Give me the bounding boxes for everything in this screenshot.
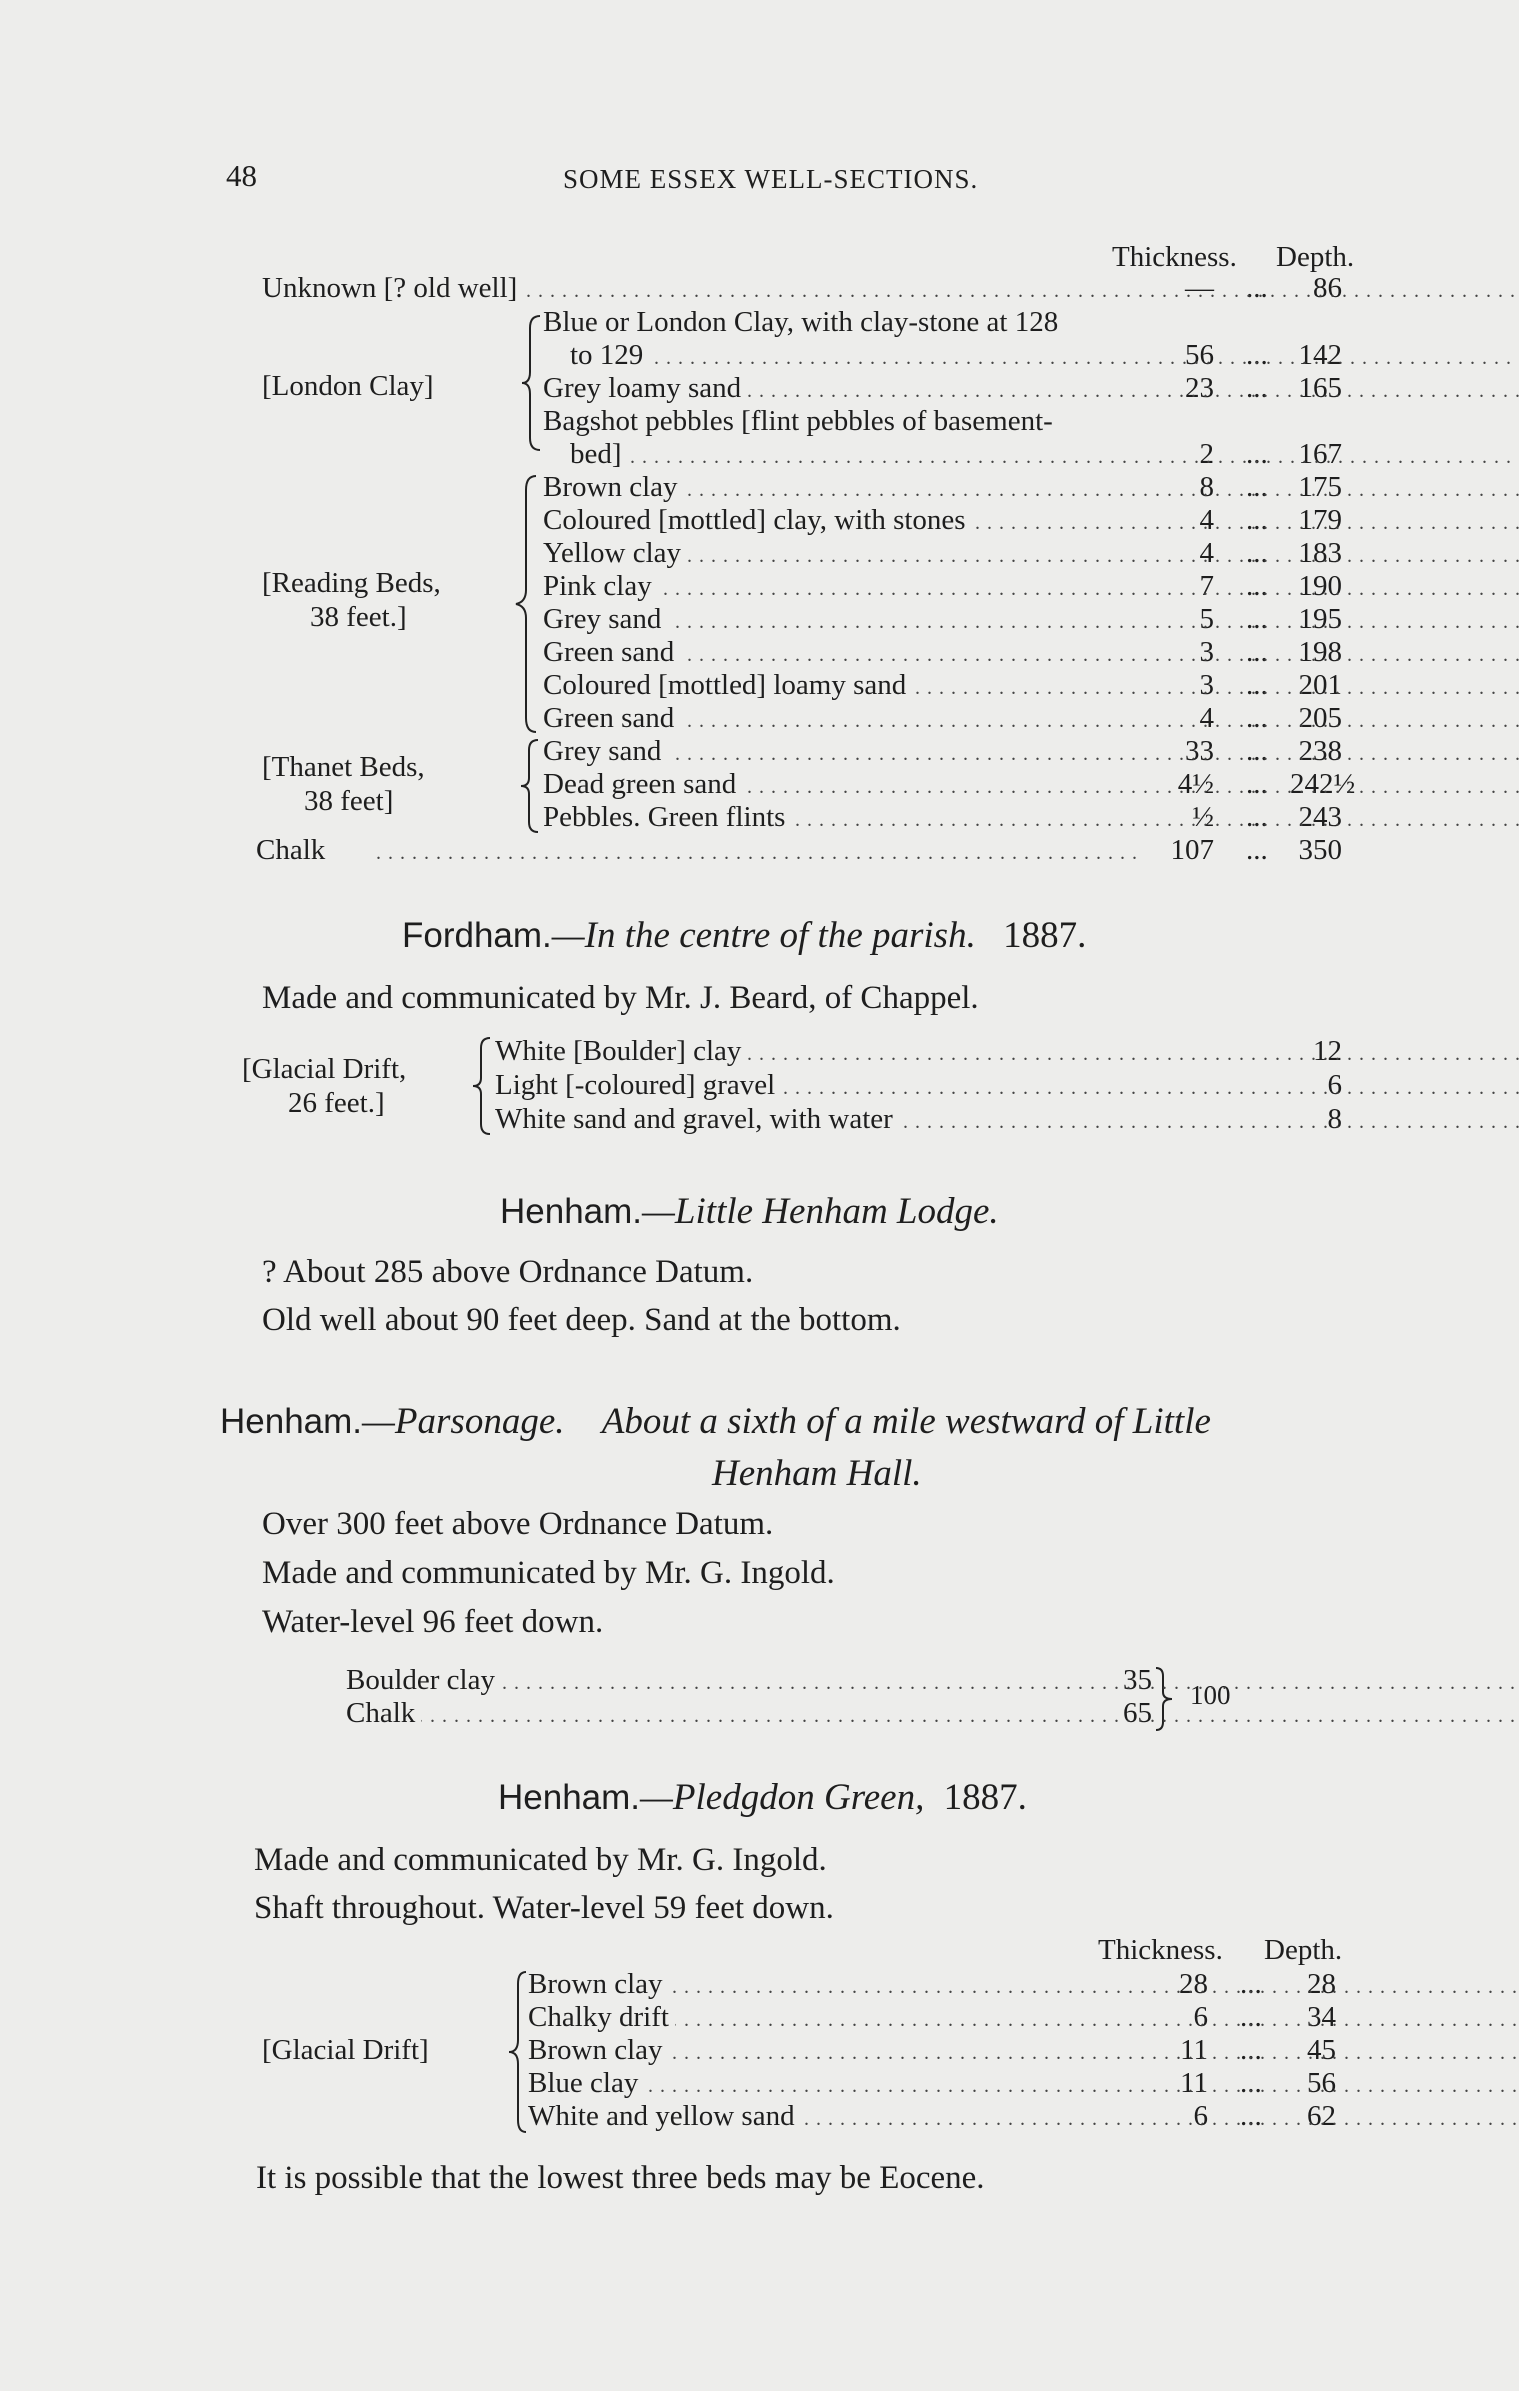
row-dots: ... [1246,603,1268,635]
group-label-reading-beds-thickness: 38 feet.] [310,601,407,633]
depth-value: 28 [1307,1968,1336,2000]
depth-value: 179 [1298,504,1342,536]
row-dots: ... [1246,272,1268,304]
row-label: Brown clay [528,2034,669,2067]
table-row [262,272,1142,306]
table-row [543,537,1142,571]
group-label-glacial-drift-thickness: 26 feet.] [288,1087,385,1119]
row-label: Chalky drift [528,2001,675,2034]
table-row [543,735,1142,769]
thickness-value: 6 [1193,2100,1208,2132]
depth-value: 190 [1298,570,1342,602]
brace-reading-beds [512,474,540,734]
column-header-depth: Depth. [1276,241,1355,273]
henham3-line-2: Shaft throughout. Water-level 59 feet down. [254,1890,834,1926]
henham2-line-3: Water-level 96 feet down. [262,1604,604,1640]
depth-value: 45 [1307,2034,1336,2066]
row-dots: ... [1246,372,1268,404]
section-title-henham-pledgdon [498,1776,1027,1819]
group-label-london-clay: [London Clay] [262,370,434,402]
table-row [528,2001,1140,2035]
row-value: 6 [1327,1069,1342,1101]
depth-value: 195 [1298,603,1342,635]
depth-value: 242½ [1290,768,1356,800]
row-label: Brown clay [543,471,684,504]
henham2-line-2: Made and communicated by Mr. G. Ingold. [262,1555,835,1591]
thickness-value: 6 [1193,2001,1208,2033]
row-label: Yellow clay [543,537,687,570]
title-place: Henham. [500,1192,643,1231]
depth-value: 183 [1298,537,1342,569]
title-italic: —Parsonage. [362,1401,565,1442]
row-label: Grey sand [543,603,667,636]
row-dots: ... [1246,339,1268,371]
thickness-value: 8 [1199,471,1214,503]
row-label: Brown clay [528,1968,669,2001]
section-title-fordham [402,914,1086,957]
henham2-line-1: Over 300 feet above Ordnance Datum. [262,1506,774,1542]
page-number: 48 [226,158,257,193]
depth-value: 205 [1298,702,1342,734]
table-row [570,339,1142,373]
row-value: 12 [1313,1035,1342,1067]
title-rest: About a sixth of a mile westward of Little [601,1401,1211,1442]
row-dots: ... [1246,438,1268,470]
row-label: Pink clay [543,570,658,603]
title-rest-2: Henham Hall. [712,1453,922,1494]
table-row [528,2100,1140,2134]
row-dots: ... [1246,669,1268,701]
total-value: 100 [1190,1680,1231,1710]
thickness-value: 33 [1185,735,1214,767]
row-label: Grey sand [543,735,667,768]
row-label: Green sand [543,702,680,735]
depth-value: 34 [1307,2001,1336,2033]
row-dots: ... [1246,537,1268,569]
row-dots: ... [1246,801,1268,833]
title-year: 1887. [1003,915,1087,956]
thickness-value: 56 [1185,339,1214,371]
row-label: Coloured [mottled] loamy sand [543,669,912,702]
column-header-depth: Depth. [1264,1934,1343,1966]
thickness-value: 11 [1180,2067,1208,2099]
depth-value: 86 [1313,272,1342,304]
row-dots: ... [1246,471,1268,503]
thickness-value: 5 [1199,603,1214,635]
table-row [543,636,1142,670]
depth-value: 350 [1298,834,1342,866]
row-dots: ... [1246,702,1268,734]
table-row [543,306,1143,340]
row-label: White and yellow sand [528,2100,801,2133]
depth-value: 167 [1298,438,1342,470]
brace-glacial-drift [506,1970,530,2134]
thickness-value: 4 [1199,504,1214,536]
table-row [570,438,1142,472]
row-dots: ... [1246,636,1268,668]
column-header-thickness: Thickness. [1112,241,1237,273]
depth-value: 56 [1307,2067,1336,2099]
running-title: SOME ESSEX WELL-SECTIONS. [563,164,979,194]
section-title-henham-parsonage [220,1400,1211,1443]
table-row [543,603,1142,637]
section-title-henham-little-lodge [500,1190,999,1233]
table-row [346,1697,1066,1731]
table-row [543,504,1142,538]
table-row [543,669,1142,703]
thickness-value: 4½ [1177,768,1214,800]
row-label: Chalk [346,1697,421,1730]
table-row [346,1664,1066,1698]
table-row [528,2067,1140,2101]
row-dots: ... [1246,735,1268,767]
thickness-value: 7 [1199,570,1214,602]
depth-value: 62 [1307,2100,1336,2132]
row-label: Green sand [543,636,680,669]
thickness-value: 28 [1179,1968,1208,2000]
row-dots: ... [1246,570,1268,602]
title-italic: —Pledgdon Green, [640,1777,925,1818]
row-label: Unknown [? old well] [262,272,523,305]
group-label-thanet-beds: [Thanet Beds, [262,751,425,783]
row-label: White [Boulder] clay [495,1035,747,1068]
depth-value: 165 [1298,372,1342,404]
group-label-glacial-drift: [Glacial Drift, [242,1053,407,1085]
row-dots: ... [1246,504,1268,536]
row-dots: ... [1240,1968,1262,2000]
depth-value: 198 [1298,636,1342,668]
row-label: Boulder clay [346,1664,501,1697]
row-label: Chalk [256,834,331,867]
group-label-thanet-beds-thickness: 38 feet] [304,785,394,817]
table-row [543,405,1143,439]
row-dots: ... [1240,2100,1262,2132]
thickness-value: 11 [1180,2034,1208,2066]
table-row [495,1035,1270,1069]
row-label: Grey loamy sand [543,372,747,405]
table-row [528,1968,1140,2002]
thickness-value: 2 [1199,438,1214,470]
row-value: 65 [1123,1697,1152,1729]
henham1-line-2: Old well about 90 feet deep. Sand at the bottom. [262,1302,901,1338]
henham3-footer: It is possible that the lowest three beds may be Eocene. [256,2160,985,2196]
thickness-value: 4 [1199,537,1214,569]
thickness-value: — [1185,272,1214,304]
group-label-reading-beds: [Reading Beds, [262,567,441,599]
title-place: Henham. [498,1778,641,1817]
depth-value: 175 [1298,471,1342,503]
title-place: Fordham. [402,916,552,955]
row-dots: ... [1240,2067,1262,2099]
brace-thanet-beds [518,738,542,834]
row-dots: ... [1240,2034,1262,2066]
row-label: Coloured [mottled] clay, with stones [543,504,972,537]
fordham-note: Made and communicated by Mr. J. Beard, of Chappel. [262,980,979,1016]
row-dots: ... [1246,768,1268,800]
title-italic: —In the centre of the parish. [551,915,976,956]
henham3-line-1: Made and communicated by Mr. G. Ingold. [254,1842,827,1878]
row-label: Blue clay [528,2067,644,2100]
row-label: Dead green sand [543,768,742,801]
row-label: White sand and gravel, with water [495,1103,899,1136]
brace-glacial-drift [470,1036,494,1136]
column-header-thickness: Thickness. [1098,1934,1223,1966]
table-row [543,768,1142,802]
thickness-value: 3 [1199,636,1214,668]
group-label-glacial-drift: [Glacial Drift] [262,2034,429,2066]
table-row [543,702,1142,736]
row-dots: ... [1246,834,1268,866]
thickness-value: 23 [1185,372,1214,404]
depth-value: 142 [1298,339,1342,371]
row-label: to 129 [570,339,649,372]
title-italic: —Little Henham Lodge. [642,1191,999,1232]
title-year: 1887. [943,1777,1027,1818]
thickness-value: 107 [1170,834,1214,866]
row-label: bed] [570,438,628,471]
depth-value: 238 [1298,735,1342,767]
row-label: Light [-coloured] gravel [495,1069,781,1102]
depth-value: 243 [1298,801,1342,833]
row-value: 8 [1327,1103,1342,1135]
row-label: Blue or London Clay, with clay-stone at 128 [543,306,1064,339]
title-place: Henham. [220,1402,363,1441]
section-title-henham-parsonage-cont [712,1452,922,1495]
row-label: Bagshot pebbles [flint pebbles of basement- [543,405,1059,438]
thickness-value: 4 [1199,702,1214,734]
table-row [528,2034,1140,2068]
row-value: 35 [1123,1664,1152,1696]
brace-london-clay [520,314,544,452]
table-row [543,570,1142,604]
table-row [495,1069,1270,1103]
table-row [543,372,1142,406]
row-label: Pebbles. Green flints [543,801,791,834]
depth-value: 201 [1298,669,1342,701]
table-row [543,471,1142,505]
henham1-line-1: ? About 285 above Ordnance Datum. [262,1254,754,1290]
table-row [543,801,1142,835]
row-dots: ... [1240,2001,1262,2033]
thickness-value: ½ [1192,801,1214,833]
thickness-value: 3 [1199,669,1214,701]
table-row [256,834,1142,868]
table-row [495,1103,1270,1137]
